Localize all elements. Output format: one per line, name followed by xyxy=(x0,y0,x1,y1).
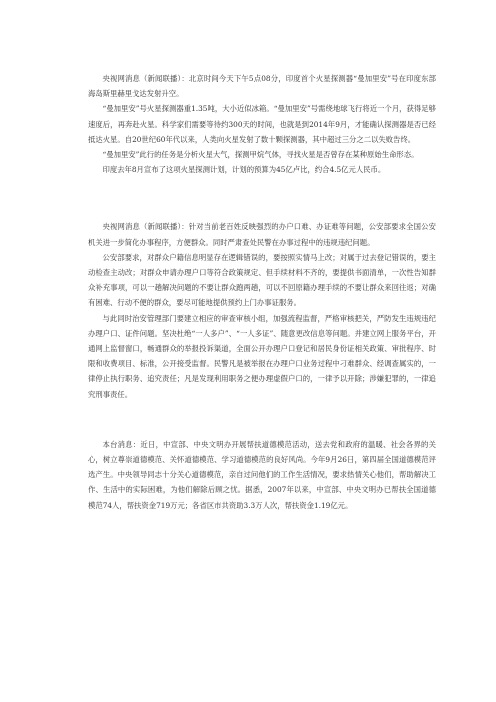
news-section-mars-probe xyxy=(88,71,436,177)
paragraph: 央视网消息（新闻联播）：针对当前老百姓反映强烈的办户口难、办证难等问题，公安部要求全国公安机关进一步简化办事程序，方便群众。同时严肃查处民警在办事过程中的违规违纪问题。 xyxy=(88,222,436,247)
document-page xyxy=(88,71,436,513)
paragraph: 本台消息：近日，中宣部、中央文明办开展帮扶道德模范活动，送去党和政府的温暖、社会各界的关心，树立尊崇道德模范、关怀道德模范、学习道德模范的良好风尚。今年9月26日，第四届全国道德模范评选产生。中央领导同志十分关心道德模范，亲自过问他们的工作生活情况，要求热情关心他们，帮助解决工作、生活中的实际困难，为他们解除后顾之忧。据悉，2007年以来，中宣部、中央文明办已帮扶全国道德模范74人，帮扶资金719万元；各省区市共资助3.3万人次，帮扶资金1.19亿元。 xyxy=(88,439,436,510)
news-section-moral-models xyxy=(88,437,436,513)
paragraph: 与此同时治安管理部门要建立相应的审查审核小组，加强流程监督，严格审核把关，严防发生违规违纪办理户口、证件问题。坚决杜绝“一人多户”、“一人多证”、随意更改信息等问题。并建立网上服务平台，开通网上监督窗口，畅通群众的举报投诉渠道，全面公开办理户口登记和居民身份证相关政策、审批程序、时限和收费项目、标准，公开接受监督。民警凡是被举报在办理户口业务过程中刁难群众、经调查属实的，一律停止执行职务、追究责任；凡是发现利用职务之便办理虚假户口的，一律予以开除；涉嫌犯罪的，一律追究刑事责任。 xyxy=(88,313,436,399)
paragraph: “曼加里安”号火星探测器重1.35吨，大小近似冰箱。“曼加里安”号需绕地球飞行将近一个月，获得足够速度后，再奔赴火星。科学家们需要等待约300天的时间，也就是到2014年9月，才能确认探测器是否已经抵达火星。自20世纪60年代以来，人类向火星发射了数十颗探测器，其中超过三分之二以失败告终。 xyxy=(88,104,436,144)
news-section-household-registration xyxy=(88,219,436,401)
paragraph: “曼加里安”此行的任务是分析火星大气，探测甲烷气体，寻找火星是否曾存在某种原始生命形态。 xyxy=(102,150,419,160)
paragraph: 印度去年8月宣布了这项火星探测计划，计划的预算为45亿卢比，约合4.5亿元人民币。 xyxy=(102,165,386,175)
paragraph: 公安部要求，对群众户籍信息明显存在逻辑错误的，要按照实情马上改；对属于过去登记错误的，要主动检查主动改；对群众申请办理户口等符合政策规定、但手续材料不齐的，要提供书面清单，一次性告知群众补充事项，可以一趟解决问题的不要让群众跑两趟，可以不回原籍办理手续的不要让群众来回往返；对确有困难、行动不便的群众，要尽可能地提供预约上门办事证服务。 xyxy=(88,252,436,308)
paragraph: 央视网消息（新闻联播）：北京时间今天下午5点08分，印度首个火星探测器“曼加里安”号在印度东部海岛斯里赫里戈达发射升空。 xyxy=(88,74,436,99)
